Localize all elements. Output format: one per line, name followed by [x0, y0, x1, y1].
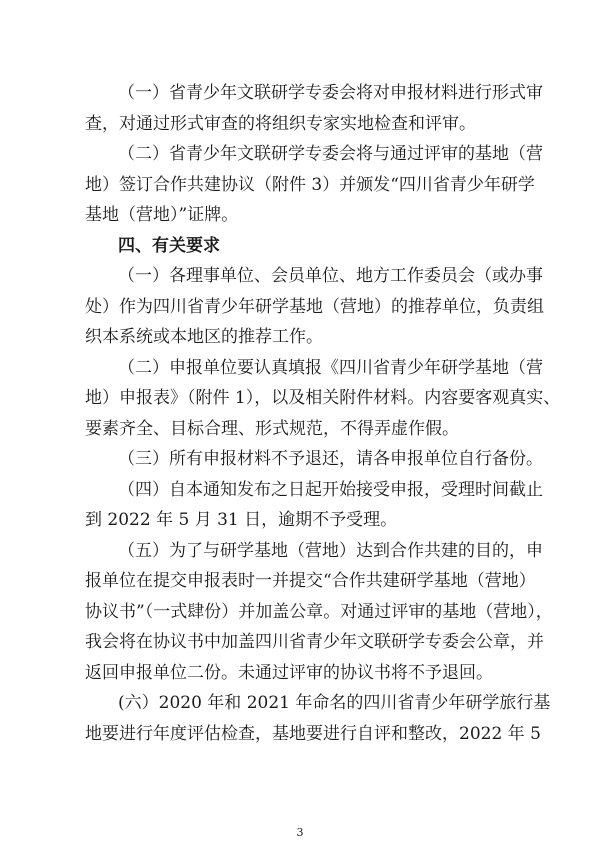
paragraph-line: (六）2020 年和 2021 年命名的四川省青少年研学旅行基: [118, 693, 551, 713]
paragraph-line: （二）申报单位要认真填报《四川省青少年研学基地（营: [118, 357, 543, 378]
paragraph-line: （一）省青少年文联研学专委会将对申报材料进行形式审: [118, 83, 543, 103]
paragraph-line: （二）省青少年文联研学专委会将与通过评审的基地（营: [118, 144, 543, 164]
paragraph-line: 地）签订合作共建协议（附件 3）并颁发“四川省青少年研学: [85, 174, 535, 195]
paragraph-line: 返回申报单位二份。未通过评审的协议书将不予退回。: [85, 662, 493, 683]
paragraph-line: 处）作为四川省青少年研学基地（营地）的推荐单位，负责组: [85, 296, 544, 317]
section-heading: 四、有关要求: [118, 235, 220, 256]
paragraph-line: （三）所有申报材料不予退还，请各申报单位自行备份。: [118, 449, 543, 469]
page-number: 3: [296, 826, 304, 839]
paragraph-line: （四）自本通知发布之日起开始接受申报，受理时间截止: [118, 479, 543, 500]
paragraph-line: 协议书”（一式肆份）并加盖公章。对通过评审的基地（营地），: [85, 601, 553, 622]
paragraph-line: （五）为了与研学基地（营地）达到合作共建的目的，申: [118, 540, 543, 561]
paragraph-line: 查，对通过形式审查的将组织专家实地检查和评审。: [85, 113, 476, 134]
paragraph-line: 基地（营地）”证牌。: [85, 205, 239, 225]
paragraph-line: 地要进行年度评估检查，基地要进行自评和整改，2022 年 5: [85, 723, 541, 744]
paragraph-line: 报单位在提交申报表时一并提交“合作共建研学基地（营地）: [85, 571, 536, 591]
paragraph-line: 我会将在协议书中加盖四川省青少年文联研学专委会公章，并: [85, 632, 544, 652]
paragraph-line: （一）各理事单位、会员单位、地方工作委员会（或办事: [118, 266, 543, 286]
paragraph-line: 织本系统或本地区的推荐工作。: [85, 327, 323, 347]
paragraph-line: 到 2022 年 5 月 31 日，逾期不予受理。: [85, 510, 398, 530]
paragraph-line: 地）申报表》（附件 1），以及相关附件材料。内容要客观真实、: [85, 388, 561, 408]
paragraph-line: 要素齐全、目标合理、形式规范，不得弄虚作假。: [85, 418, 459, 439]
